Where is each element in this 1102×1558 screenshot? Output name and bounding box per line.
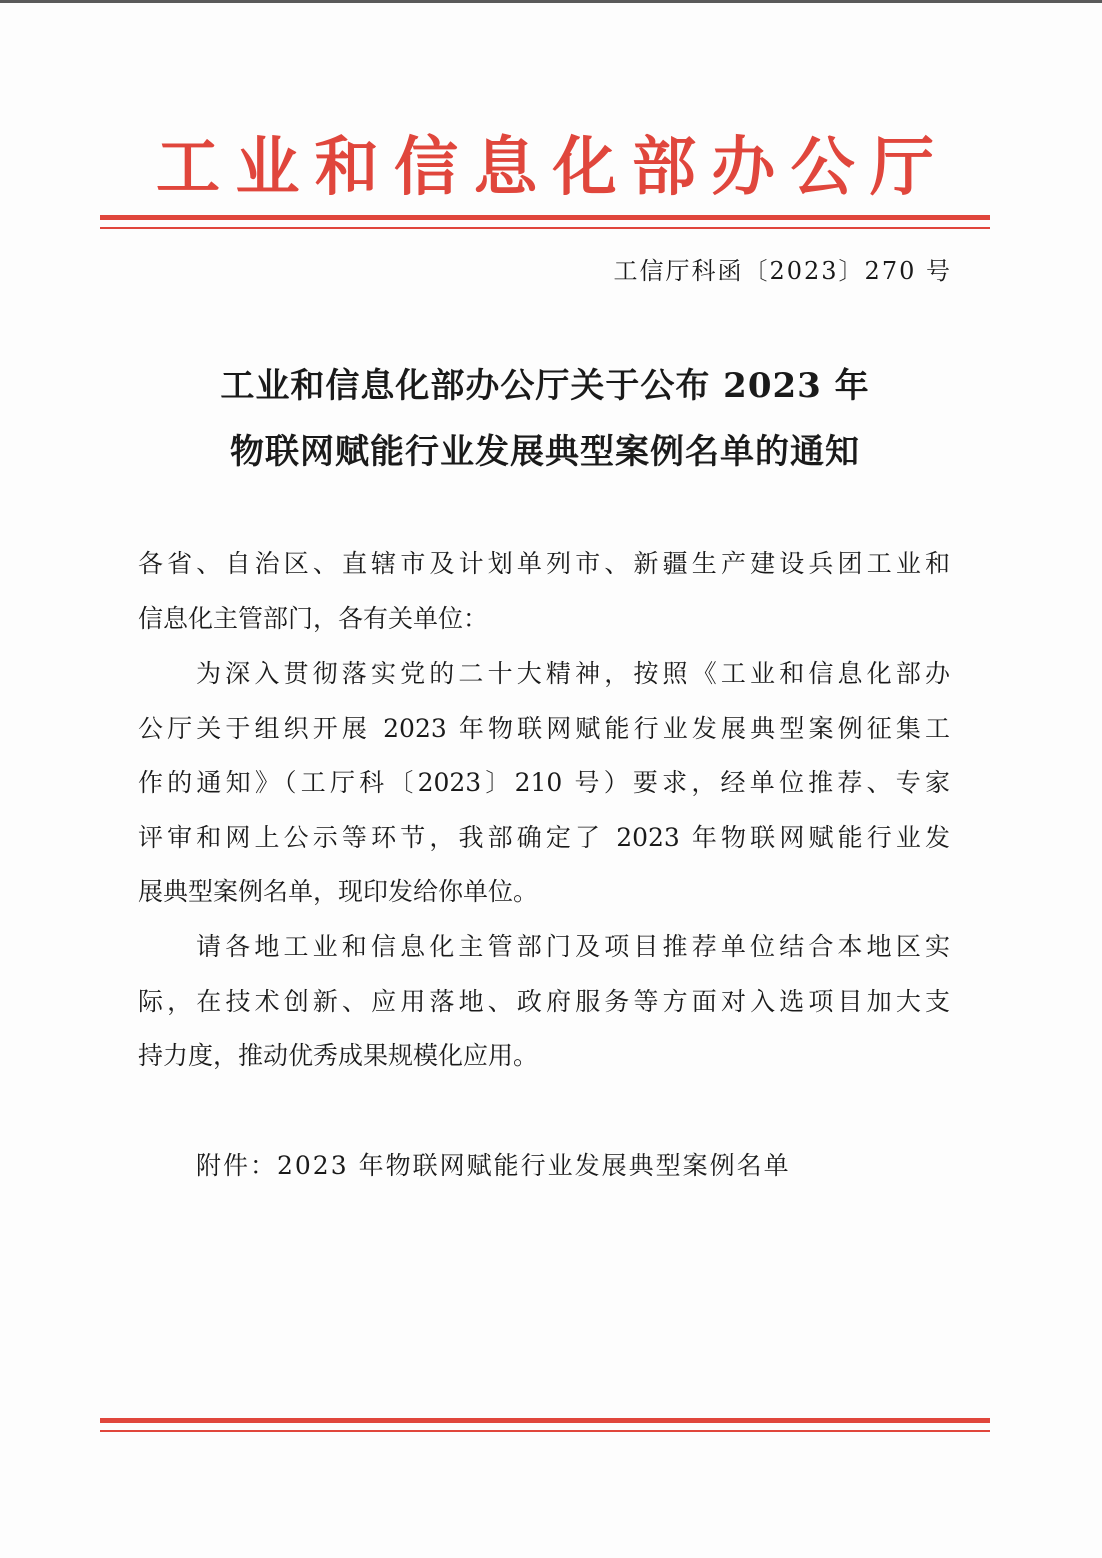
masthead-char: 息 [473, 131, 538, 205]
addressee-line: 信息化主管部门，各有关单位： [138, 604, 489, 633]
masthead [100, 128, 990, 208]
footer-red-rule-thin [100, 1430, 990, 1432]
paragraph-1-line: 公厅关于组织开展 2023 年物联网赋能行业发展典型案例征集工 [138, 714, 950, 743]
header-red-rule-thin [100, 227, 990, 229]
document-title-line-1: 工业和信息化部办公厅关于公布 2023 年 [220, 366, 870, 406]
masthead-char: 厅 [869, 131, 934, 205]
masthead-char: 部 [631, 131, 696, 205]
scan-top-edge [0, 0, 1102, 3]
masthead-char: 信 [393, 131, 458, 205]
masthead-char: 和 [314, 131, 379, 205]
masthead-char: 化 [552, 131, 617, 205]
paragraph-2-line: 请各地工业和信息化主管部门及项目推荐单位结合本地区实 [196, 932, 950, 961]
document-number: 工信厅科函〔2023〕270 号 [613, 257, 952, 285]
paragraph-1-line: 评审和网上公示等环节，我部确定了 2023 年物联网赋能行业发 [138, 823, 950, 852]
paragraph-2-line: 际，在技术创新、应用落地、政府服务等方面对入选项目加大支 [138, 987, 950, 1016]
document-title-line-2: 物联网赋能行业发展典型案例名单的通知 [230, 432, 860, 472]
addressee-line: 各省、自治区、直辖市及计划单列市、新疆生产建设兵团工业和 [138, 549, 950, 578]
footer-red-rule-thick [100, 1418, 990, 1423]
header-red-rule-thick [100, 215, 990, 220]
paragraph-1-line: 为深入贯彻落实党的二十大精神，按照《工业和信息化部办 [196, 659, 950, 688]
paragraph-2-line: 持力度，推动优秀成果规模化应用。 [138, 1041, 539, 1070]
attachment-note: 附件：2023 年物联网赋能行业发展典型案例名单 [196, 1151, 791, 1180]
masthead-char: 办 [711, 131, 776, 205]
paragraph-1-line: 作的通知》（工厅科〔2023〕210 号）要求，经单位推荐、专家 [138, 768, 950, 797]
paragraph-1-line: 展典型案例名单，现印发给你单位。 [138, 877, 539, 906]
masthead-char: 公 [790, 131, 855, 205]
masthead-char: 业 [235, 131, 300, 205]
masthead-char: 工 [156, 131, 220, 205]
